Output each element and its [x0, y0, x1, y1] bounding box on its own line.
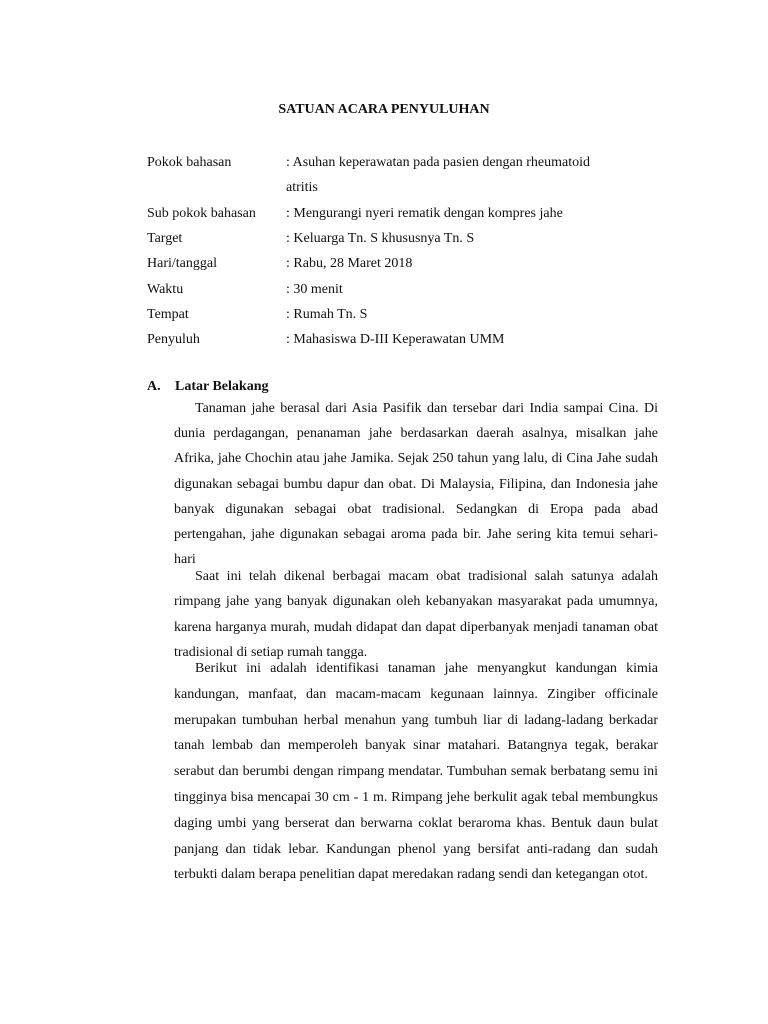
- paragraph-2: Saat ini telah dikenal berbagai macam obat tradisional salah satunya adalah rimpang jahe yang banyak digunakan oleh kebanyakan masyarakat pada umumnya, karena harganya murah, mudah didapat dan dapat diperbanyak menjadi tanaman obat tradisional di setiap rumah tangga.: [174, 569, 658, 661]
- paragraph-3: Berikut ini adalah identifikasi tanaman jahe menyangkut kandungan kimia kandungan, manfaat, dan macam-macam kegunaan lainnya. Zingiber officinale merupakan tumbuhan herbal menahun yang tumbuh liar di ladang-ladang berkadar tanah lembab dan memperoleh banyak sinar matahari. Batangnya tegak, berakar serabut dan berumbi dengan rimpang mendatar. Tumbuhan semak berbatang semu ini tingginya bisa mencapai 30 cm - 1 m. Rimpang jehe berkulit agak tebal membungkus daging umbi yang berserat dan berwarna coklat beraroma khas. Bentuk daun bulat panjang dan tidak lebar. Kandungan phenol yang bersifat anti-radang dan sudah terbukti dalam berapa penelitian dapat meredakan radang sendi dan ketegangan otot.: [174, 661, 658, 883]
- info-value: : Rumah Tn. S: [286, 307, 368, 322]
- info-value: : Mahasiswa D-III Keperawatan UMM: [286, 332, 505, 347]
- section-letter: A.: [147, 379, 161, 394]
- info-value: : 30 menit: [286, 282, 343, 297]
- info-label: Hari/tanggal: [147, 256, 217, 271]
- info-label: Target: [147, 231, 183, 246]
- section-heading-text: Latar Belakang: [175, 379, 269, 394]
- info-value: [286, 154, 646, 197]
- info-label: Sub pokok bahasan: [147, 206, 256, 221]
- info-label: Penyuluh: [147, 332, 200, 347]
- info-label: Waktu: [147, 282, 184, 297]
- info-label: Tempat: [147, 307, 189, 322]
- info-label: Pokok bahasan: [147, 155, 232, 170]
- info-value-continuation: atritis: [286, 180, 318, 195]
- info-value: : Keluarga Tn. S khususnya Tn. S: [286, 231, 475, 246]
- info-value-text: : Asuhan keperawatan pada pasien dengan rheumatoid: [286, 155, 591, 170]
- info-value: : Mengurangi nyeri rematik dengan kompres jahe: [286, 206, 563, 221]
- info-value: : Rabu, 28 Maret 2018: [286, 256, 413, 271]
- paragraph-1: Tanaman jahe berasal dari Asia Pasifik dan tersebar dari India sampai Cina. Di dunia perdagangan, penanaman jahe berdasarkan daerah asalnya, misalkan jahe Afrika, jahe Chochin atau jahe Jamika. Sejak 250 tahun yang lalu, di Cina Jahe sudah digunakan sebagai bumbu dapur dan obat. Di Malaysia, Filipina, dan Indonesia jahe banyak digunakan sebagai obat tradisional. Sedangkan di Eropa pada abad pertengahan, jahe digunakan sebagai aroma pada bir. Jahe sering kita temui sehari-hari: [174, 401, 658, 568]
- document-title: SATUAN ACARA PENYULUHAN: [278, 102, 490, 117]
- section-heading-latar-belakang: [147, 379, 268, 395]
